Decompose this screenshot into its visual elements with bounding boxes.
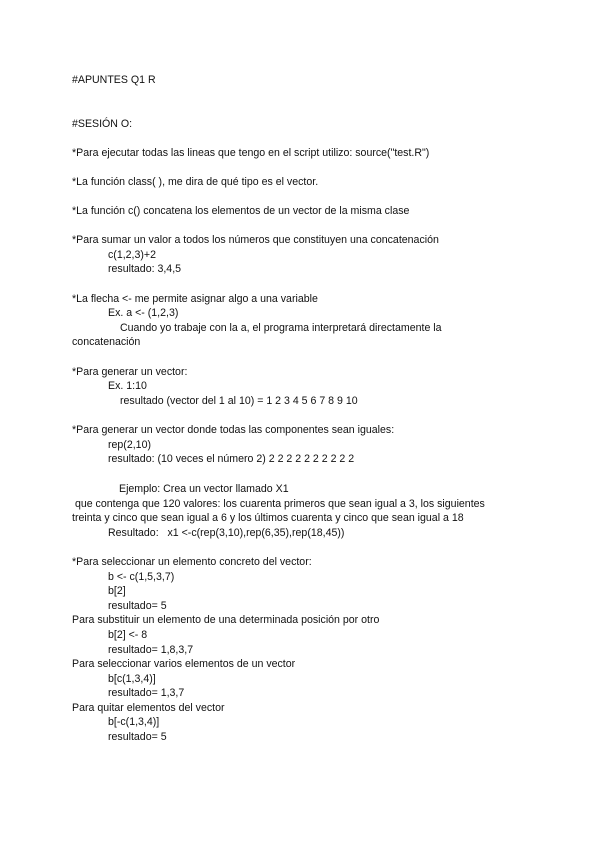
session-heading: #SESIÓN O: — [72, 118, 133, 130]
note-arrow-explain-2: concatenación — [72, 336, 141, 348]
note-sum-intro: *Para sumar un valor a todos los números que constituyen una concatenación — [72, 234, 439, 246]
exercise-line-1: que contenga que 120 valores: los cuarenta primeros que sean igual a 3, los siguientes — [72, 498, 485, 510]
note-remove-intro: Para quitar elementos del vector — [72, 702, 225, 714]
note-arrow-intro: *La flecha <- me permite asignar algo a una variable — [72, 293, 318, 305]
note-arrow-explain-1: Cuando yo trabaje con la a, el programa interpretará directamente la — [120, 322, 442, 334]
note-remove-result: resultado= 5 — [108, 731, 167, 743]
note-arrow-example: Ex. a <- (1,2,3) — [108, 307, 179, 319]
exercise-result: Resultado: x1 <-c(rep(3,10),rep(6,35),rep(18,45)) — [108, 527, 345, 539]
note-class: *La función class( ), me dira de qué tipo es el vector. — [72, 176, 319, 188]
note-select-many-code: b[c(1,3,4)] — [108, 673, 156, 685]
note-select-result: resultado= 5 — [108, 600, 167, 612]
note-generate-result: resultado (vector del 1 al 10) = 1 2 3 4 5 6 7 8 9 10 — [120, 395, 358, 407]
note-rep-intro: *Para generar un vector donde todas las componentes sean iguales: — [72, 424, 395, 436]
note-source: *Para ejecutar todas las lineas que tengo en el script utilizo: source("test.R") — [72, 147, 430, 159]
note-substitute-result: resultado= 1,8,3,7 — [108, 644, 194, 656]
note-select-code-2: b[2] — [108, 585, 126, 597]
note-select-intro: *Para seleccionar un elemento concreto del vector: — [72, 556, 312, 568]
note-generate-example: Ex. 1:10 — [108, 380, 147, 392]
note-rep-code: rep(2,10) — [108, 439, 151, 451]
note-substitute-intro: Para substituir un elemento de una determinada posición por otro — [72, 614, 380, 626]
note-select-many-intro: Para seleccionar varios elementos de un vector — [72, 658, 296, 670]
note-concat: *La función c() concatena los elementos de un vector de la misma clase — [72, 205, 410, 217]
exercise-line-2: treinta y cinco que sean igual a 6 y los últimos cuarenta y cinco que sean igual a 18 — [72, 512, 464, 524]
note-select-many-result: resultado= 1,3,7 — [108, 687, 185, 699]
note-rep-result: resultado: (10 veces el número 2) 2 2 2 2 2 2 2 2 2 2 — [108, 453, 355, 465]
note-substitute-code: b[2] <- 8 — [108, 629, 148, 641]
note-sum-result: resultado: 3,4,5 — [108, 263, 182, 275]
exercise-heading: Ejemplo: Crea un vector llamado X1 — [119, 483, 289, 495]
note-remove-code: b[-c(1,3,4)] — [108, 716, 160, 728]
note-select-code-1: b <- c(1,5,3,7) — [108, 571, 175, 583]
document-title: #APUNTES Q1 R — [72, 74, 156, 86]
note-generate-intro: *Para generar un vector: — [72, 366, 188, 378]
note-sum-code: c(1,2,3)+2 — [108, 249, 156, 261]
